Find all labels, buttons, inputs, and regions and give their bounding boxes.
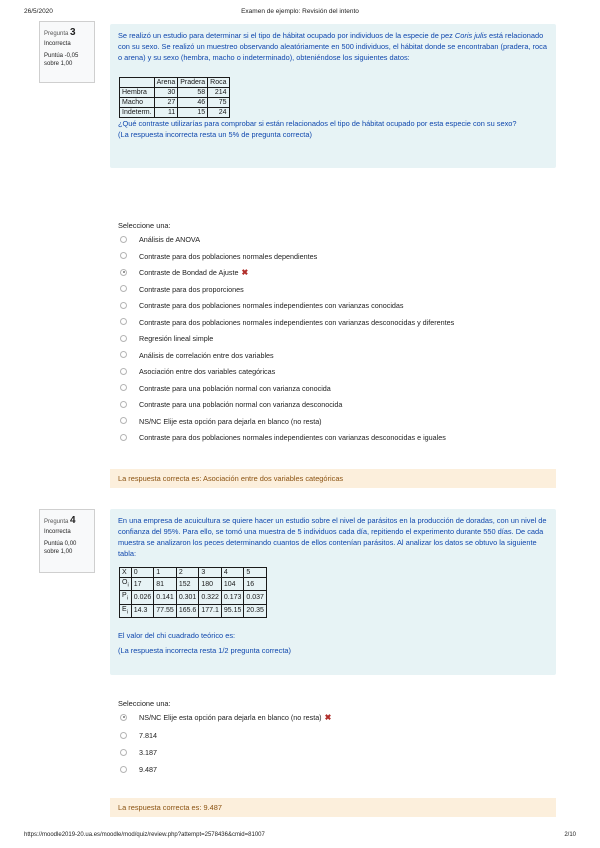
radio-icon[interactable] — [120, 384, 127, 391]
radio-icon[interactable] — [120, 302, 127, 309]
radio-icon[interactable] — [120, 766, 127, 773]
radio-icon[interactable] — [120, 285, 127, 292]
print-url: https://moodle2019-20.ua.es/moodle/mod/quiz/review.php?attempt=2578436&cmid=81007 — [24, 832, 265, 838]
answer-option[interactable]: Contraste para dos poblaciones normales independientes con varianzas desconocidas y diferentes — [120, 317, 454, 328]
question-info-3 — [39, 21, 95, 83]
page-number: 2/10 — [564, 832, 576, 838]
radio-icon[interactable] — [120, 252, 127, 259]
correct-answer-feedback: La respuesta correcta es: 9.487 — [110, 798, 556, 817]
radio-icon[interactable] — [120, 401, 127, 408]
answer-option[interactable]: 9.487 — [120, 764, 157, 775]
answer-option[interactable]: Contraste para dos poblaciones normales independientes con varianzas conocidas — [120, 300, 404, 311]
parasite-data-table — [119, 567, 267, 618]
habitat-data-table — [119, 77, 230, 118]
question-statement: En una empresa de acuicultura se quiere hacer un estudio sobre el nivel de parásitos en la producción de doradas, con un nivel de confianza del 95%. Para ello, se tomó una muestra de 5 individuos cada día, repitiendo el experimento durante 550 días. De cada muestra se analizaron los peces determinando cuantos de ellos contenían parásitos. Al analizar los datos se obtuvo la siguiente tabla: — [118, 516, 547, 558]
radio-selected-icon[interactable] — [120, 714, 127, 721]
question-grade: Puntúa -0,05 sobre 1,00 — [44, 53, 79, 67]
question-grade: Puntúa 0,00 sobre 1,00 — [44, 541, 77, 555]
radio-icon[interactable] — [120, 318, 127, 325]
species-name: Coris julis — [454, 31, 487, 40]
answer-option[interactable]: Análisis de correlación entre dos variables — [120, 350, 274, 361]
question-statement: Se realizó un estudio para determinar si el tipo de hábitat ocupado por individuos de la especie de pez Coris julis está relacionado con su sexo. Se realizó un muestreo observando aleatóriamente en 500 individuos, el hábitat donde se encontraban (pradera, roca o arena) y su sexo (hembra, macho o indeterminado), obteniéndose los siguientes datos: — [118, 31, 547, 62]
question-prompt: El valor del chi cuadrado teórico es: — [118, 631, 236, 641]
radio-icon[interactable] — [120, 351, 127, 358]
table-row: $O_i$ 17 81 152 180 104 16 — [120, 578, 267, 591]
question-prompt: ¿Qué contraste utilizarías para comprobar si están relacionados el tipo de hábitat ocupado por esta especie con su sexo? — [118, 119, 517, 128]
answer-option[interactable]: Análisis de ANOVA — [120, 234, 200, 245]
answer-option[interactable]: Asociación entre dos variables categóricas — [120, 366, 275, 377]
answer-option[interactable]: Contraste para una población normal con varianza conocida — [120, 383, 331, 394]
print-title: Examen de ejemplo: Revisión del intento — [241, 8, 359, 15]
answer-option[interactable]: Regresión lineal simple — [120, 333, 213, 344]
question-label: Pregunta 3 — [44, 27, 76, 38]
table-row: Hembra 30 58 214 — [120, 88, 230, 98]
select-one-label: Seleccione una: — [118, 699, 171, 708]
incorrect-icon: ✖ — [241, 268, 249, 277]
answer-option[interactable]: Contraste para dos poblaciones normales dependientes — [120, 251, 317, 262]
table-header-row: Arena Pradera Roca — [120, 78, 230, 88]
penalty-note: (La respuesta incorrecta resta 1/2 pregunta correcta) — [118, 646, 291, 656]
radio-icon[interactable] — [120, 434, 127, 441]
table-row: Macho 27 46 75 — [120, 98, 230, 108]
question-state: Incorrecta — [44, 529, 71, 535]
answer-option[interactable]: 3.187 — [120, 747, 157, 758]
radio-icon[interactable] — [120, 368, 127, 375]
question-info-4 — [39, 509, 95, 573]
question-number: 3 — [70, 27, 76, 38]
radio-icon[interactable] — [120, 236, 127, 243]
correct-answer-feedback: La respuesta correcta es: Asociación entre dos variables categóricas — [110, 469, 556, 488]
radio-selected-icon[interactable] — [120, 269, 127, 276]
question-text-3 — [110, 24, 556, 168]
question-text-4 — [110, 509, 556, 675]
radio-icon[interactable] — [120, 732, 127, 739]
table-header-row: X 0 1 2 3 4 5 — [120, 568, 267, 578]
question-number: 4 — [70, 515, 76, 526]
radio-icon[interactable] — [120, 749, 127, 756]
answer-option[interactable]: 7.814 — [120, 730, 157, 741]
question-label: Pregunta 4 — [44, 515, 76, 526]
select-one-label: Seleccione una: — [118, 221, 171, 230]
incorrect-icon: ✖ — [324, 713, 332, 722]
table-row: Indeterm. 11 15 24 — [120, 108, 230, 118]
radio-icon[interactable] — [120, 417, 127, 424]
answer-option-selected[interactable]: NS/NC Elije esta opción para dejarla en blanco (no resta) ✖ — [120, 712, 331, 723]
answer-option-selected[interactable]: Contraste de Bondad de Ajuste ✖ — [120, 267, 248, 278]
answer-option[interactable]: Contraste para dos proporciones — [120, 284, 244, 295]
print-date: 26/5/2020 — [24, 8, 53, 15]
question-state: Incorrecta — [44, 41, 71, 47]
answer-option[interactable]: Contraste para dos poblaciones normales independientes con varianzas desconocidas e iguales — [120, 432, 446, 443]
table-row: $P_i$ 0.026 0.141 0.301 0.322 0.173 0.037 — [120, 591, 267, 604]
answer-option[interactable]: NS/NC Elije esta opción para dejarla en blanco (no resta) — [120, 416, 322, 427]
table-row: $E_i$ 14.3 77.55 165.6 177.1 95.15 20.35 — [120, 604, 267, 617]
radio-icon[interactable] — [120, 335, 127, 342]
answer-option[interactable]: Contraste para una población normal con varianza desconocida — [120, 399, 342, 410]
penalty-note: (La respuesta incorrecta resta un 5% de pregunta correcta) — [118, 130, 312, 139]
